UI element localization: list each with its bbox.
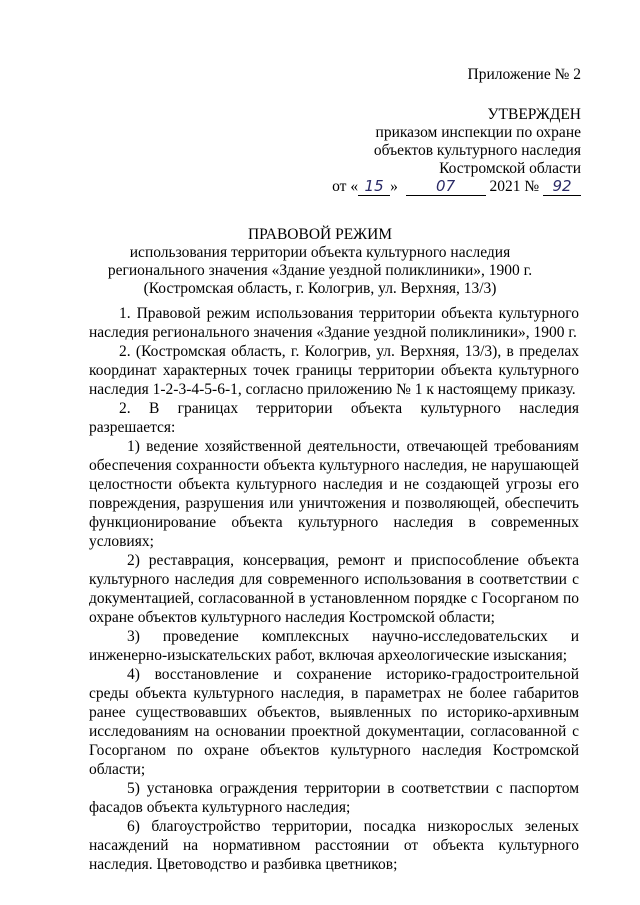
title-sub-3: (Костромская область, г. Кологрив, ул. Верхняя, 13/3): [143, 280, 497, 297]
order-number: 92: [543, 178, 581, 196]
paragraph-2: 2. (Костромская область, г. Кологрив, ул. Верхняя, 13/3), в пределах координат характерных точек границы территории объекта культурного наследия 1-2-3-4-5-6-1, согласно приложению № 1 к настоящему приказу.: [89, 343, 579, 398]
order-line-2: объектов культурного наследия: [373, 142, 581, 159]
title-sub-2: регионального значения «Здание уездной поликлиники», 1900 г.: [107, 262, 533, 279]
approved-heading: УТВЕРЖДЕН: [487, 106, 581, 123]
paragraph-1: 1. Правовой режим использования территории объекта культурного наследия регионального значения «Здание уездной поликлиники», 1900 г.: [89, 305, 579, 341]
list-item-1: 1) ведение хозяйственной деятельности, отвечающей требованиям обеспечения сохранности объекта культурного наследия, не нарушающей целостности объекта культурного наследия и не создающей угрозы его повреждения, разрушения или уничтожения и позволяющей, обеспечить функционирование объекта культурного наследия в современных условиях;: [89, 438, 579, 550]
list-item-6: 6) благоустройство территории, посадка низкорослых зеленых насаждений на нормативном расстоянии от объекта культурного наследия. Цветоводство и разбивка цветников;: [89, 818, 579, 873]
date-mid: »: [390, 178, 398, 195]
list-item-5: 5) установка ограждения территории в соответствии с паспортом фасадов объекта культурного наследия;: [89, 780, 579, 816]
date-day: 15: [358, 178, 390, 196]
date-month: 07: [406, 178, 486, 196]
list-item-3: 3) проведение комплексных научно-исследовательских и инженерно-изыскательских работ, включая археологические изыскания;: [89, 628, 579, 664]
list-item-2: 2) реставрация, консервация, ремонт и приспособление объекта культурного наследия для современного использования в соответствии с документацией, согласованной в установленном порядке с Госорганом по охране объектов культурного наследия Костромской области;: [89, 552, 579, 626]
order-line-3: Костромской области: [439, 160, 581, 177]
date-year-number-label: 2021 №: [489, 178, 540, 195]
document-body: [89, 304, 579, 874]
paragraph-3: 2. В границах территории объекта культурного наследия разрешается:: [89, 400, 579, 436]
title-main: ПРАВОВОЙ РЕЖИМ: [247, 226, 393, 243]
order-line-1: приказом инспекции по охране: [375, 124, 581, 141]
date-prefix: от «: [332, 178, 359, 195]
title-sub-1: использования территории объекта культурного наследия: [129, 244, 511, 261]
list-item-4: 4) восстановление и сохранение историко-градостроительной среды объекта культурного наследия, в параметрах не более габаритов ранее существовавших объектов, выявленных по историко-архивным исследованиям на основании проектной документации, согласованной с Госорганом по охране объектов культурного наследия Костромской области;: [89, 666, 579, 778]
appendix-label: Приложение № 2: [467, 66, 581, 83]
order-date-line: [332, 178, 581, 196]
